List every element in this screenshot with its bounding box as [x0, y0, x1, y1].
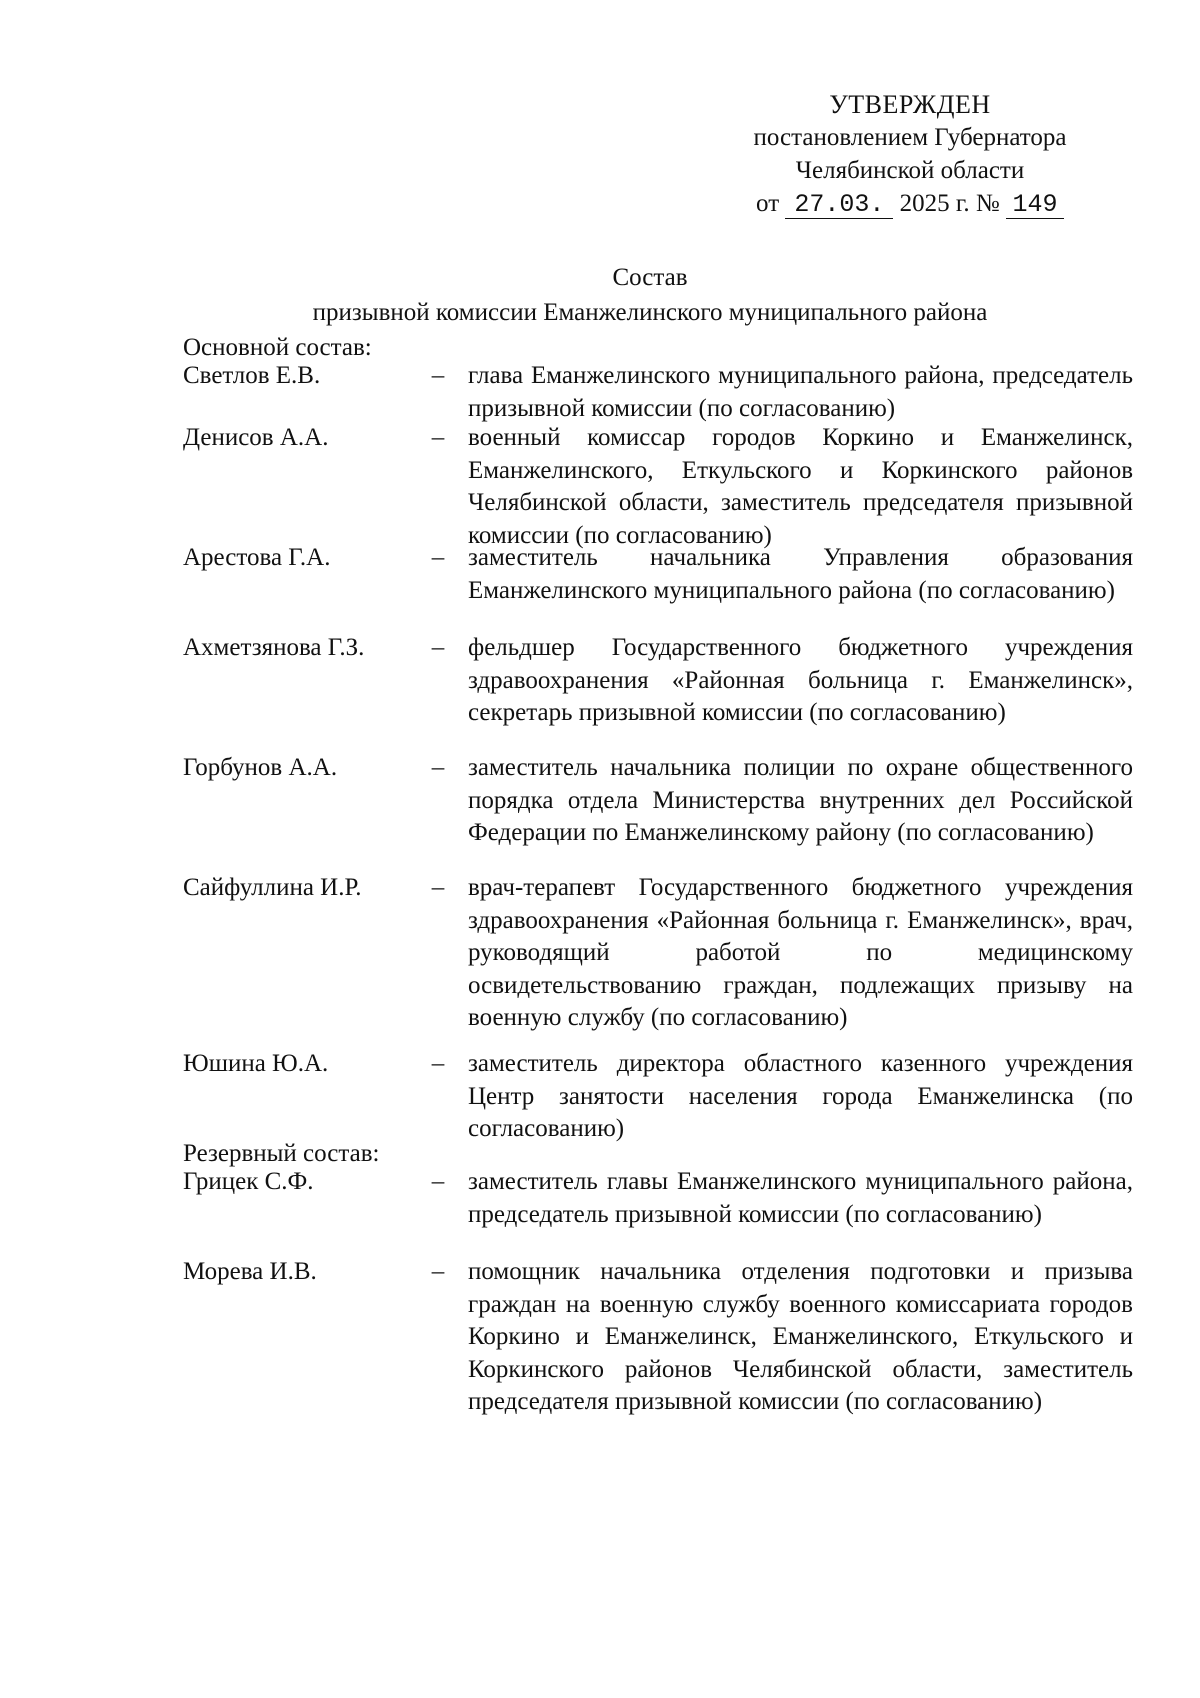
member-position: помощник начальника отделения подготовки и призыва граждан на военную службу военного комиссариата городов Коркино и Еманжелинск, Еманжелинского, Еткульского и Коркинского районов Челябинской области, заместитель председателя призывной комиссии (по согласованию) — [468, 1258, 1133, 1415]
member-name: Горбунов А.А. — [183, 754, 338, 781]
member-dash: – — [431, 424, 445, 451]
member-name: Денисов А.А. — [183, 424, 329, 451]
member-position: заместитель директора областного казенного учреждения Центр занятости населения города Еманжелинска (по согласованию) — [468, 1050, 1133, 1142]
member-name: Грицек С.Ф. — [183, 1168, 314, 1195]
member-dash: – — [431, 754, 445, 781]
member-name: Светлов Е.В. — [183, 362, 321, 389]
member-name: Юшина Ю.А. — [183, 1050, 329, 1077]
member-position: глава Еманжелинского муниципального района, председатель призывной комиссии (по согласованию) — [468, 362, 1133, 422]
member-dash: – — [431, 874, 445, 901]
main-section-label: Основной состав: — [183, 334, 372, 361]
date-prefix: от — [756, 190, 780, 217]
member-dash: – — [431, 1258, 445, 1285]
member-position: заместитель начальника Управления образования Еманжелинского муниципального района (по согласованию) — [468, 544, 1133, 604]
approval-stamp — [700, 88, 1120, 220]
member-dash: – — [431, 1168, 445, 1195]
title-line-2: призывной комиссии Еманжелинского муниципального района — [312, 299, 988, 326]
decree-year: 2025 г. № — [899, 190, 1000, 217]
member-position: заместитель начальника полиции по охране общественного порядка отдела Министерства внутренних дел Российской Федерации по Еманжелинскому району (по согласованию) — [468, 754, 1133, 846]
approval-heading: УТВЕРЖДЕН — [829, 90, 991, 119]
document-title — [150, 260, 1150, 330]
member-position: заместитель главы Еманжелинского муниципального района, председатель призывной комиссии (по согласованию) — [468, 1168, 1133, 1228]
decree-number: 149 — [1006, 192, 1064, 219]
approval-line-decree: постановлением Губернатора — [753, 124, 1067, 151]
member-name: Морева И.В. — [183, 1258, 317, 1285]
approval-date-line — [700, 187, 1120, 220]
member-position: военный комиссар городов Коркино и Еманжелинск, Еманжелинского, Еткульского и Коркинского районов Челябинской области, заместитель председателя призывной комиссии (по согласованию) — [468, 424, 1133, 549]
member-position: фельдшер Государственного бюджетного учреждения здравоохранения «Районная больница г. Еманжелинск», секретарь призывной комиссии (по согласованию) — [468, 634, 1133, 726]
member-dash: – — [431, 362, 445, 389]
member-dash: – — [431, 1050, 445, 1077]
member-name: Ахметзянова Г.З. — [183, 634, 365, 661]
member-name: Сайфуллина И.Р. — [183, 874, 362, 901]
member-dash: – — [431, 544, 445, 571]
approval-line-region: Челябинской области — [795, 157, 1025, 184]
member-dash: – — [431, 634, 445, 661]
title-line-1: Состав — [612, 264, 688, 291]
decree-date: 27.03. — [785, 192, 893, 219]
member-name: Арестова Г.А. — [183, 544, 331, 571]
member-position: врач-терапевт Государственного бюджетного учреждения здравоохранения «Районная больница г. Еманжелинск», врач, руководящий работой по медицинскому освидетельствованию граждан, подлежащих призыву на военную службу (по согласованию) — [468, 874, 1133, 1031]
reserve-section-label: Резервный состав: — [183, 1140, 380, 1167]
